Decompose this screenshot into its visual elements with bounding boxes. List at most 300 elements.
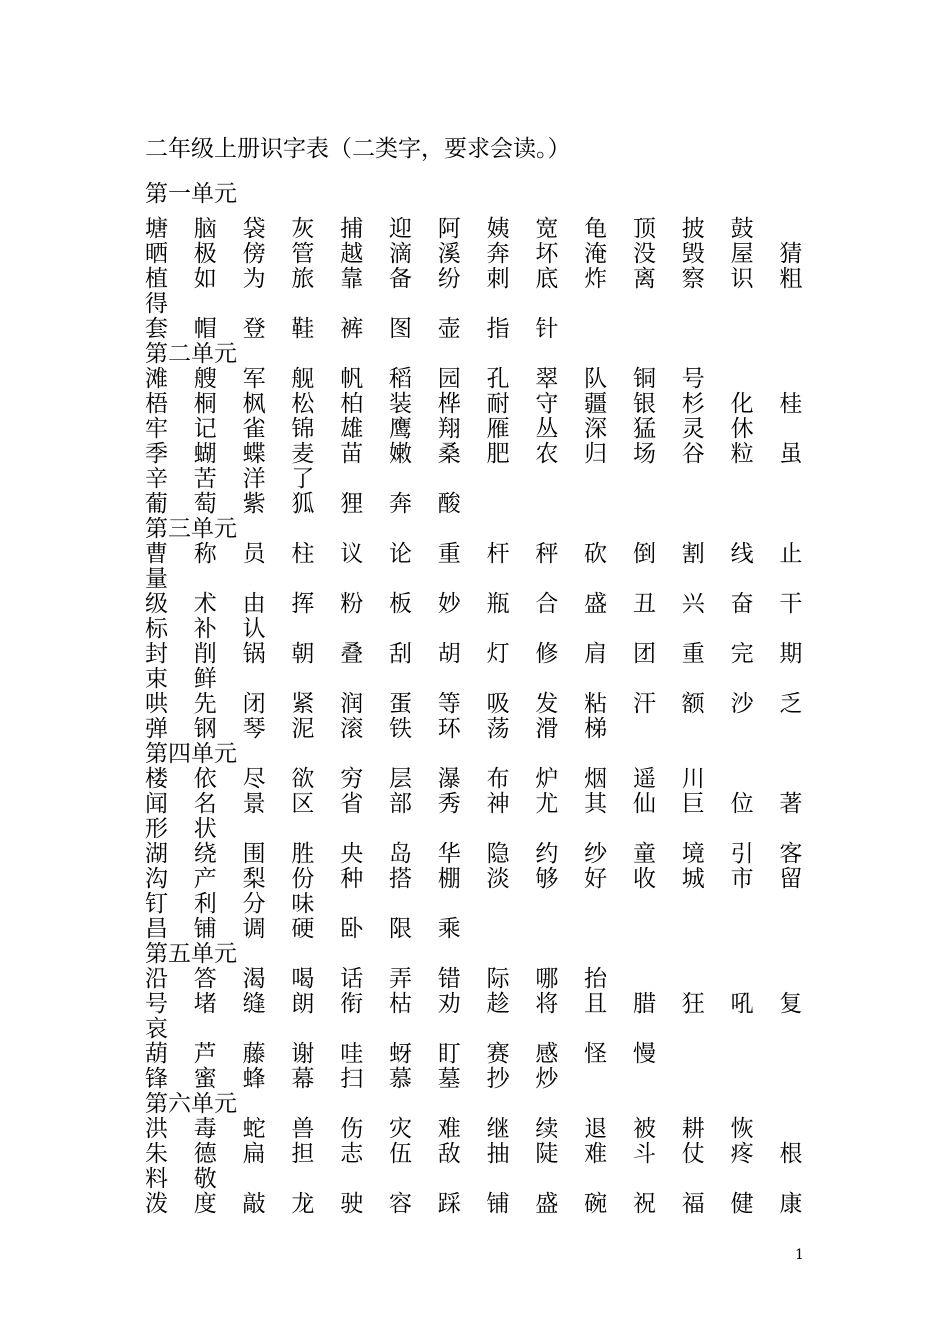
- character: 壶: [437, 316, 461, 342]
- character: 止: [779, 541, 803, 567]
- character-row: [145, 1142, 815, 1167]
- character: 板: [388, 591, 412, 617]
- character: 束: [145, 666, 168, 692]
- character: 称: [193, 541, 217, 567]
- character: 蛇: [242, 1116, 266, 1142]
- character: 完: [730, 641, 754, 667]
- character-row: [145, 892, 815, 917]
- character: 疼: [730, 1141, 754, 1167]
- character: 幕: [291, 1066, 315, 1092]
- character: 胜: [291, 841, 315, 867]
- character: 傍: [242, 241, 266, 267]
- character: 刺: [486, 266, 510, 292]
- character: 补: [193, 616, 217, 642]
- character: 绕: [193, 841, 217, 867]
- character: 仙: [632, 791, 656, 817]
- character: 乘: [437, 916, 461, 942]
- character-row: [145, 267, 815, 292]
- character: 披: [681, 216, 705, 242]
- character: 先: [193, 691, 217, 717]
- character: 瓶: [486, 591, 510, 617]
- character: 柏: [340, 391, 364, 417]
- character: 炒: [535, 1066, 559, 1092]
- character: 塘: [145, 216, 168, 242]
- character: 铜: [632, 366, 656, 392]
- character: 术: [193, 591, 217, 617]
- character: 嫩: [388, 441, 412, 467]
- character: 芦: [193, 1041, 217, 1067]
- character: 沟: [145, 866, 168, 892]
- character: 炉: [535, 766, 559, 792]
- character: 朗: [291, 991, 315, 1017]
- character: 穷: [340, 766, 364, 792]
- character: 泼: [145, 1191, 168, 1217]
- character: 纱: [584, 841, 608, 867]
- character: 著: [779, 791, 803, 817]
- character: 耐: [486, 391, 510, 417]
- unit-heading: 第一单元: [145, 181, 237, 207]
- character: 种: [340, 866, 364, 892]
- character: 标: [145, 616, 168, 642]
- character: 赛: [486, 1041, 510, 1067]
- unit-heading: 第四单元: [145, 741, 237, 767]
- character: 汗: [632, 691, 656, 717]
- character: 福: [681, 1191, 705, 1217]
- character: 碗: [584, 1191, 608, 1217]
- character: 难: [584, 1141, 608, 1167]
- character: 纷: [437, 266, 461, 292]
- character: 钢: [193, 716, 217, 742]
- character: 秀: [437, 791, 461, 817]
- character: 粘: [584, 691, 608, 717]
- character: 利: [193, 891, 217, 917]
- character: 蜂: [242, 1066, 266, 1092]
- character: 伍: [388, 1141, 412, 1167]
- character: 桂: [779, 391, 803, 417]
- character: 削: [193, 641, 217, 667]
- character: 沙: [730, 691, 754, 717]
- character-row: [145, 867, 815, 892]
- character: 盯: [437, 1041, 461, 1067]
- character: 越: [340, 241, 364, 267]
- character: 鹰: [388, 416, 412, 442]
- character: 没: [632, 241, 656, 267]
- character: 华: [437, 841, 461, 867]
- character: 够: [535, 866, 559, 892]
- character: 吸: [486, 691, 510, 717]
- character: 倒: [632, 541, 656, 567]
- character-row: [145, 1067, 815, 1092]
- character: 趁: [486, 991, 510, 1017]
- character: 依: [193, 766, 217, 792]
- character: 桑: [437, 441, 461, 467]
- character: 错: [437, 966, 461, 992]
- character: 层: [388, 766, 412, 792]
- character: 识: [730, 266, 754, 292]
- character: 形: [145, 816, 168, 842]
- character: 紧: [291, 691, 315, 717]
- character: 枯: [388, 991, 412, 1017]
- character-row: [145, 317, 815, 342]
- character: 裤: [340, 316, 364, 342]
- character: 踩: [437, 1191, 461, 1217]
- character: 料: [145, 1166, 168, 1192]
- character: 蝴: [193, 441, 217, 467]
- character: 围: [242, 841, 266, 867]
- character: 银: [632, 391, 656, 417]
- character: 淡: [486, 866, 510, 892]
- character: 仗: [681, 1141, 705, 1167]
- character: 布: [486, 766, 510, 792]
- character: 尤: [535, 791, 559, 817]
- character: 奔: [486, 241, 510, 267]
- character: 粗: [779, 266, 803, 292]
- character-row: [145, 642, 815, 667]
- character: 沿: [145, 966, 168, 992]
- character: 其: [584, 791, 608, 817]
- character: 管: [291, 241, 315, 267]
- character: 松: [291, 391, 315, 417]
- character: 员: [242, 541, 266, 567]
- character: 怪: [584, 1041, 608, 1067]
- character: 杉: [681, 391, 705, 417]
- character: 灰: [291, 216, 315, 242]
- character: 劝: [437, 991, 461, 1017]
- character: 灾: [388, 1116, 412, 1142]
- character: 疆: [584, 391, 608, 417]
- character-row: [145, 717, 815, 742]
- character: 墓: [437, 1066, 461, 1092]
- character: 楼: [145, 766, 168, 792]
- character: 帽: [193, 316, 217, 342]
- character: 渴: [242, 966, 266, 992]
- character: 农: [535, 441, 559, 467]
- character: 分: [242, 891, 266, 917]
- character: 康: [779, 1191, 803, 1217]
- character: 军: [242, 366, 266, 392]
- character: 位: [730, 791, 754, 817]
- character-row: [145, 842, 815, 867]
- character: 陡: [535, 1141, 559, 1167]
- character: 哀: [145, 1016, 168, 1042]
- character: 艘: [193, 366, 217, 392]
- character: 退: [584, 1116, 608, 1142]
- character: 铺: [193, 916, 217, 942]
- character: 抄: [486, 1066, 510, 1092]
- character: 级: [145, 591, 168, 617]
- character: 川: [681, 766, 705, 792]
- character: 肩: [584, 641, 608, 667]
- character: 锅: [242, 641, 266, 667]
- character: 瀑: [437, 766, 461, 792]
- character-row: [145, 442, 815, 467]
- character: 套: [145, 316, 168, 342]
- character: 论: [388, 541, 412, 567]
- character: 酸: [437, 491, 461, 517]
- character: 姨: [486, 216, 510, 242]
- character: 藤: [242, 1041, 266, 1067]
- character: 蜜: [193, 1066, 217, 1092]
- character: 铺: [486, 1191, 510, 1217]
- character: 针: [535, 316, 559, 342]
- character: 脑: [193, 216, 217, 242]
- character: 园: [437, 366, 461, 392]
- character: 份: [291, 866, 315, 892]
- character: 哄: [145, 691, 168, 717]
- character: 腊: [632, 991, 656, 1017]
- character: 感: [535, 1041, 559, 1067]
- unit-heading: 第三单元: [145, 516, 237, 542]
- character: 离: [632, 266, 656, 292]
- character: 极: [193, 241, 217, 267]
- character: 区: [291, 791, 315, 817]
- character: 度: [193, 1191, 217, 1217]
- character-row: [145, 492, 815, 517]
- character-row: [145, 617, 815, 642]
- character: 谢: [291, 1041, 315, 1067]
- character: 干: [779, 591, 803, 617]
- character: 休: [730, 416, 754, 442]
- character-row: [145, 242, 815, 267]
- character-row: [145, 692, 815, 717]
- character: 葡: [145, 491, 168, 517]
- character: 紫: [242, 491, 266, 517]
- character: 童: [632, 841, 656, 867]
- character: 岛: [388, 841, 412, 867]
- character: 顶: [632, 216, 656, 242]
- character: 图: [388, 316, 412, 342]
- character: 际: [486, 966, 510, 992]
- character: 硬: [291, 916, 315, 942]
- character: 景: [242, 791, 266, 817]
- character: 驶: [340, 1191, 364, 1217]
- character: 蛋: [388, 691, 412, 717]
- character: 察: [681, 266, 705, 292]
- character: 恢: [730, 1116, 754, 1142]
- character: 雀: [242, 416, 266, 442]
- character: 认: [242, 616, 266, 642]
- character: 雄: [340, 416, 364, 442]
- character: 桦: [437, 391, 461, 417]
- character: 龟: [584, 216, 608, 242]
- character: 如: [193, 266, 217, 292]
- character: 肥: [486, 441, 510, 467]
- character: 名: [193, 791, 217, 817]
- character: 续: [535, 1116, 559, 1142]
- character: 留: [779, 866, 803, 892]
- character: 引: [730, 841, 754, 867]
- character: 狂: [681, 991, 705, 1017]
- character: 由: [242, 591, 266, 617]
- character-row: [145, 767, 815, 792]
- character-row: [145, 792, 815, 817]
- character: 乏: [779, 691, 803, 717]
- character: 客: [779, 841, 803, 867]
- character: 稻: [388, 366, 412, 392]
- character: 谷: [681, 441, 705, 467]
- character: 卧: [340, 916, 364, 942]
- character: 梧: [145, 391, 168, 417]
- character: 吼: [730, 991, 754, 1017]
- unit-heading: 第二单元: [145, 341, 237, 367]
- character: 为: [242, 266, 266, 292]
- character: 志: [340, 1141, 364, 1167]
- character: 曹: [145, 541, 168, 567]
- character: 城: [681, 866, 705, 892]
- character: 狐: [291, 491, 315, 517]
- character: 滴: [388, 241, 412, 267]
- character-row: [145, 1167, 815, 1192]
- character: 装: [388, 391, 412, 417]
- character: 好: [584, 866, 608, 892]
- character-row: [145, 542, 815, 567]
- character: 荡: [486, 716, 510, 742]
- character-row: [145, 1192, 815, 1217]
- character: 重: [681, 641, 705, 667]
- character: 记: [193, 416, 217, 442]
- character: 润: [340, 691, 364, 717]
- character: 洪: [145, 1116, 168, 1142]
- character: 朱: [145, 1141, 168, 1167]
- character: 苦: [193, 466, 217, 492]
- character: 毁: [681, 241, 705, 267]
- character: 担: [291, 1141, 315, 1167]
- character: 底: [535, 266, 559, 292]
- character: 健: [730, 1191, 754, 1217]
- character: 鞋: [291, 316, 315, 342]
- character: 叠: [340, 641, 364, 667]
- character: 登: [242, 316, 266, 342]
- character: 境: [681, 841, 705, 867]
- character: 环: [437, 716, 461, 742]
- character: 龙: [291, 1191, 315, 1217]
- character-row: [145, 992, 815, 1017]
- character: 盛: [584, 591, 608, 617]
- character: 尽: [242, 766, 266, 792]
- character: 迎: [388, 216, 412, 242]
- character: 舰: [291, 366, 315, 392]
- character: 敬: [193, 1166, 217, 1192]
- character: 哪: [535, 966, 559, 992]
- character: 量: [145, 566, 168, 592]
- character: 粉: [340, 591, 364, 617]
- character: 旅: [291, 266, 315, 292]
- character: 发: [535, 691, 559, 717]
- character: 蚜: [388, 1041, 412, 1067]
- character: 晒: [145, 241, 168, 267]
- character: 化: [730, 391, 754, 417]
- character: 萄: [193, 491, 217, 517]
- character-row: [145, 817, 815, 842]
- character: 部: [388, 791, 412, 817]
- character-row: [145, 1117, 815, 1142]
- character: 翠: [535, 366, 559, 392]
- character: 了: [291, 466, 315, 492]
- character: 蝶: [242, 441, 266, 467]
- character: 锋: [145, 1066, 168, 1092]
- character: 状: [193, 816, 217, 842]
- character: 袋: [242, 216, 266, 242]
- character-row: [145, 667, 815, 692]
- character-row: [145, 592, 815, 617]
- character: 泥: [291, 716, 315, 742]
- character-row: [145, 217, 815, 242]
- character-row: [145, 967, 815, 992]
- unit-heading: 第六单元: [145, 1091, 237, 1117]
- character: 枫: [242, 391, 266, 417]
- character: 烟: [584, 766, 608, 792]
- character-row: [145, 567, 815, 592]
- character: 重: [437, 541, 461, 567]
- character: 守: [535, 391, 559, 417]
- character: 衔: [340, 991, 364, 1017]
- character: 复: [779, 991, 803, 1017]
- character: 毒: [193, 1116, 217, 1142]
- character: 湖: [145, 841, 168, 867]
- character: 哇: [340, 1041, 364, 1067]
- character: 额: [681, 691, 705, 717]
- character: 封: [145, 641, 168, 667]
- character: 梯: [584, 716, 608, 742]
- character: 葫: [145, 1041, 168, 1067]
- character: 归: [584, 441, 608, 467]
- character: 被: [632, 1116, 656, 1142]
- character: 割: [681, 541, 705, 567]
- character: 且: [584, 991, 608, 1017]
- character: 合: [535, 591, 559, 617]
- character: 兴: [681, 591, 705, 617]
- character: 扁: [242, 1141, 266, 1167]
- character: 继: [486, 1116, 510, 1142]
- character: 昌: [145, 916, 168, 942]
- character-row: [145, 1017, 815, 1042]
- character: 炸: [584, 266, 608, 292]
- character: 修: [535, 641, 559, 667]
- character: 耕: [681, 1116, 705, 1142]
- character: 隐: [486, 841, 510, 867]
- character: 丛: [535, 416, 559, 442]
- character: 妙: [437, 591, 461, 617]
- character: 缝: [242, 991, 266, 1017]
- character: 砍: [584, 541, 608, 567]
- character-row: [145, 392, 815, 417]
- character: 巨: [681, 791, 705, 817]
- character: 德: [193, 1141, 217, 1167]
- character: 市: [730, 866, 754, 892]
- units-container: [145, 182, 815, 1217]
- character: 苗: [340, 441, 364, 467]
- character: 柱: [291, 541, 315, 567]
- character: 弹: [145, 716, 168, 742]
- unit-heading: 第五单元: [145, 941, 237, 967]
- character: 敌: [437, 1141, 461, 1167]
- character: 孔: [486, 366, 510, 392]
- character: 灯: [486, 641, 510, 667]
- character: 抽: [486, 1141, 510, 1167]
- character: 鲜: [193, 666, 217, 692]
- character: 难: [437, 1116, 461, 1142]
- character: 欲: [291, 766, 315, 792]
- character: 辛: [145, 466, 168, 492]
- character: 产: [193, 866, 217, 892]
- character: 猜: [779, 241, 803, 267]
- character: 话: [340, 966, 364, 992]
- character: 堵: [193, 991, 217, 1017]
- character: 猛: [632, 416, 656, 442]
- character: 慕: [388, 1066, 412, 1092]
- character: 神: [486, 791, 510, 817]
- character: 线: [730, 541, 754, 567]
